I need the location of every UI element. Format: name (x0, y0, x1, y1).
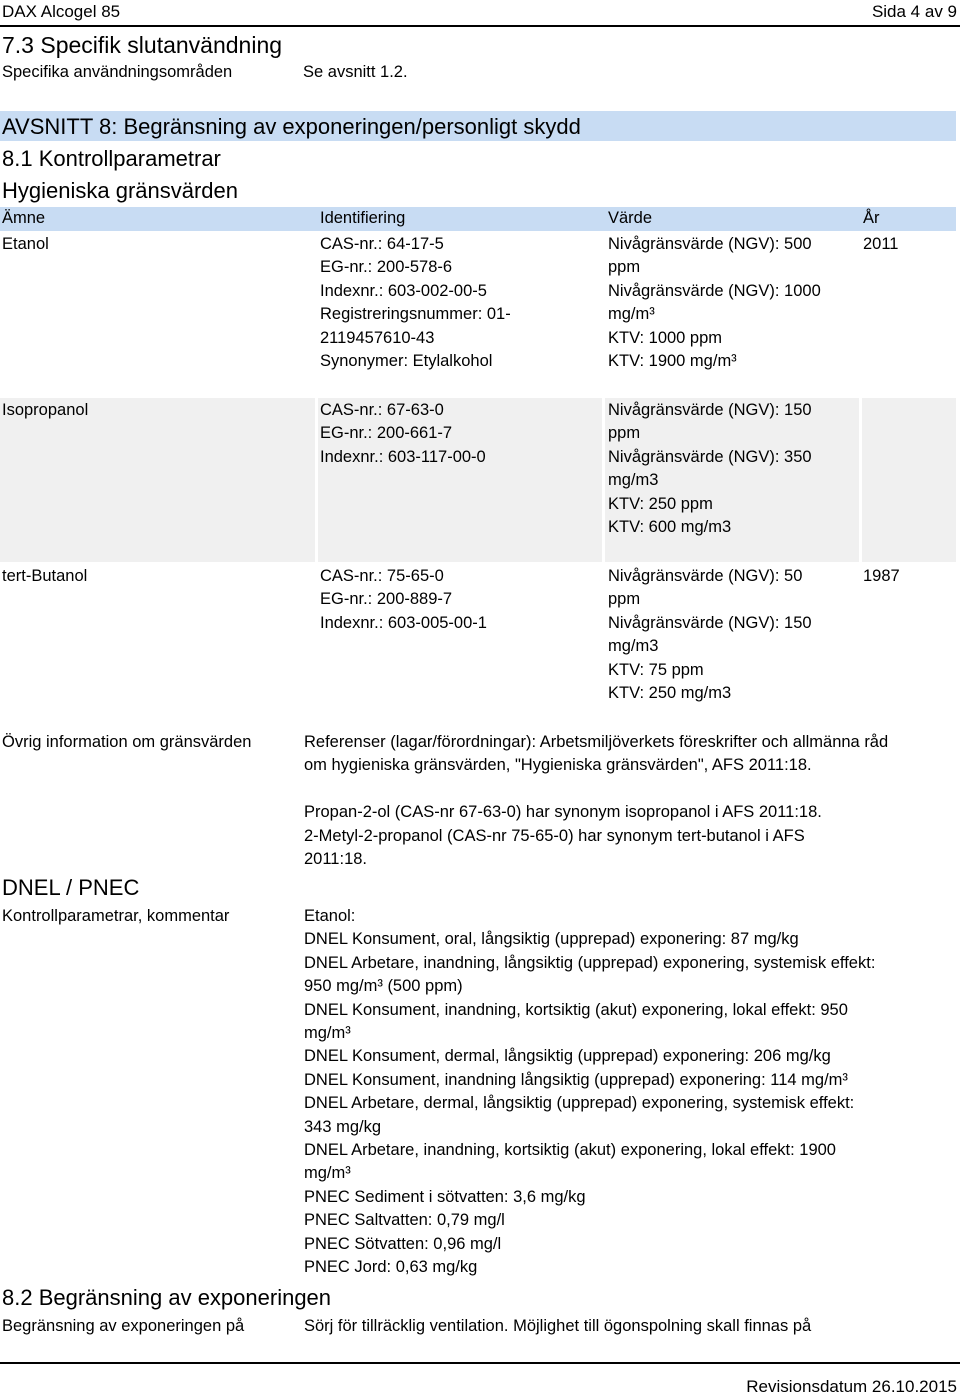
identification-cell: CAS-nr.: 75-65-0 EG-nr.: 200-889-7 Indexnr.: 603-005-00-1 (320, 567, 487, 632)
exposure-control-value: Sörj för tillräcklig ventilation. Möjlighet till ögonspolning skall finnas på (304, 1317, 812, 1335)
header-divider (0, 25, 960, 27)
dnel-pnec-title: DNEL / PNEC (2, 875, 140, 900)
other-info-text: Referenser (lagar/förordningar): Arbetsmiljöverkets föreskrifter och allmänna råd om hygieniska gränsvärden, "Hygieniska gränsvärden", AFS 2011:18. Propan-2-ol (CAS-nr 67-63-0) har synonym isopropanol i AFS 2011:18. 2-Metyl-2-propanol (CAS-nr 75-65-0) har synonym tert-butanol i AFS 2011:18. (304, 733, 889, 869)
footer-divider (0, 1362, 960, 1364)
column-header-value: Värde (608, 209, 653, 227)
specific-uses-value: Se avsnitt 1.2. (303, 63, 408, 81)
column-header-substance: Ämne (2, 209, 46, 227)
section-8-title: AVSNITT 8: Begränsning av exponeringen/personligt skydd (2, 114, 581, 139)
row-shade-substance (0, 398, 315, 562)
year-cell: 2011 (863, 235, 899, 253)
limit-values-cell: Nivågränsvärde (NGV): 500 ppm Nivågränsvärde (NGV): 1000 mg/m³ KTV: 1000 ppm KTV: 1900 mg/m³ (608, 235, 821, 371)
hygienic-limits-title: Hygieniska gränsvärden (2, 178, 239, 203)
limit-values-cell: Nivågränsvärde (NGV): 150 ppm Nivågränsvärde (NGV): 350 mg/m3 KTV: 250 ppm KTV: 600 mg/m3 (608, 401, 812, 537)
identification-cell: CAS-nr.: 67-63-0 EG-nr.: 200-661-7 Indexnr.: 603-117-00-0 (320, 401, 486, 466)
dnel-pnec-text: Etanol: DNEL Konsument, oral, långsiktig (upprepad) exponering: 87 mg/kg DNEL Arbetare, inandning, långsiktig (upprepad) exponering, systemisk effekt: 950 mg/m³ (500 ppm) DNEL Konsument, inandning, kortsiktig (akut) exponering, lokal effekt: 950 mg/m³ DNEL Konsument, dermal, långsiktig (upprepad) exponering: 206 mg/kg DNEL Konsument, inandning långsiktig (upprepad) exponering: 114 mg/m³ DNEL Arbetare, dermal, långsiktig (upprepad) exponering, systemisk effekt: 343 mg/kg DNEL Arbetare, inandning, kortsiktig (akut) exponering, lokal effekt: 1900 mg/m³ PNEC Sediment i sötvatten: 3,6 mg/kg PNEC Saltvatten: 0,79 mg/l PNEC Sötvatten: 0,96 mg/l PNEC Jord: 0,63 mg/kg (304, 907, 876, 1277)
substance-name: Etanol (2, 235, 49, 253)
limit-values-cell: Nivågränsvärde (NGV): 50 ppm Nivågränsvärde (NGV): 150 mg/m3 KTV: 75 ppm KTV: 250 mg/m3 (608, 567, 812, 703)
substance-name: Isopropanol (2, 401, 89, 419)
page-number: Sida 4 av 9 (871, 2, 957, 21)
other-info-label: Övrig information om gränsvärden (2, 733, 252, 751)
revision-date: Revisionsdatum 26.10.2015 (746, 1377, 957, 1396)
dnel-comment-label: Kontrollparametrar, kommentar (2, 907, 230, 925)
year-cell (863, 399, 868, 422)
substance-name: tert-Butanol (2, 567, 88, 585)
column-header-year: År (863, 209, 880, 227)
exposure-control-label: Begränsning av exponeringen på (2, 1317, 245, 1335)
year-cell: 1987 (863, 567, 900, 585)
table-header-band (0, 207, 956, 231)
row-shade-year (862, 398, 956, 562)
specific-uses-label: Specifika användningsområden (2, 63, 233, 81)
section-8-1-title: 8.1 Kontrollparametrar (2, 146, 221, 171)
product-name: DAX Alcogel 85 (2, 2, 121, 21)
column-header-identification: Identifiering (320, 209, 406, 227)
section-7-3-title: 7.3 Specifik slutanvändning (2, 32, 283, 58)
section-8-2-title: 8.2 Begränsning av exponeringen (2, 1285, 332, 1310)
identification-cell: CAS-nr.: 64-17-5 EG-nr.: 200-578-6 Indexnr.: 603-002-00-5 Registreringsnummer: 01- 2119457610-43 Synonymer: Etylalkohol (320, 235, 511, 371)
